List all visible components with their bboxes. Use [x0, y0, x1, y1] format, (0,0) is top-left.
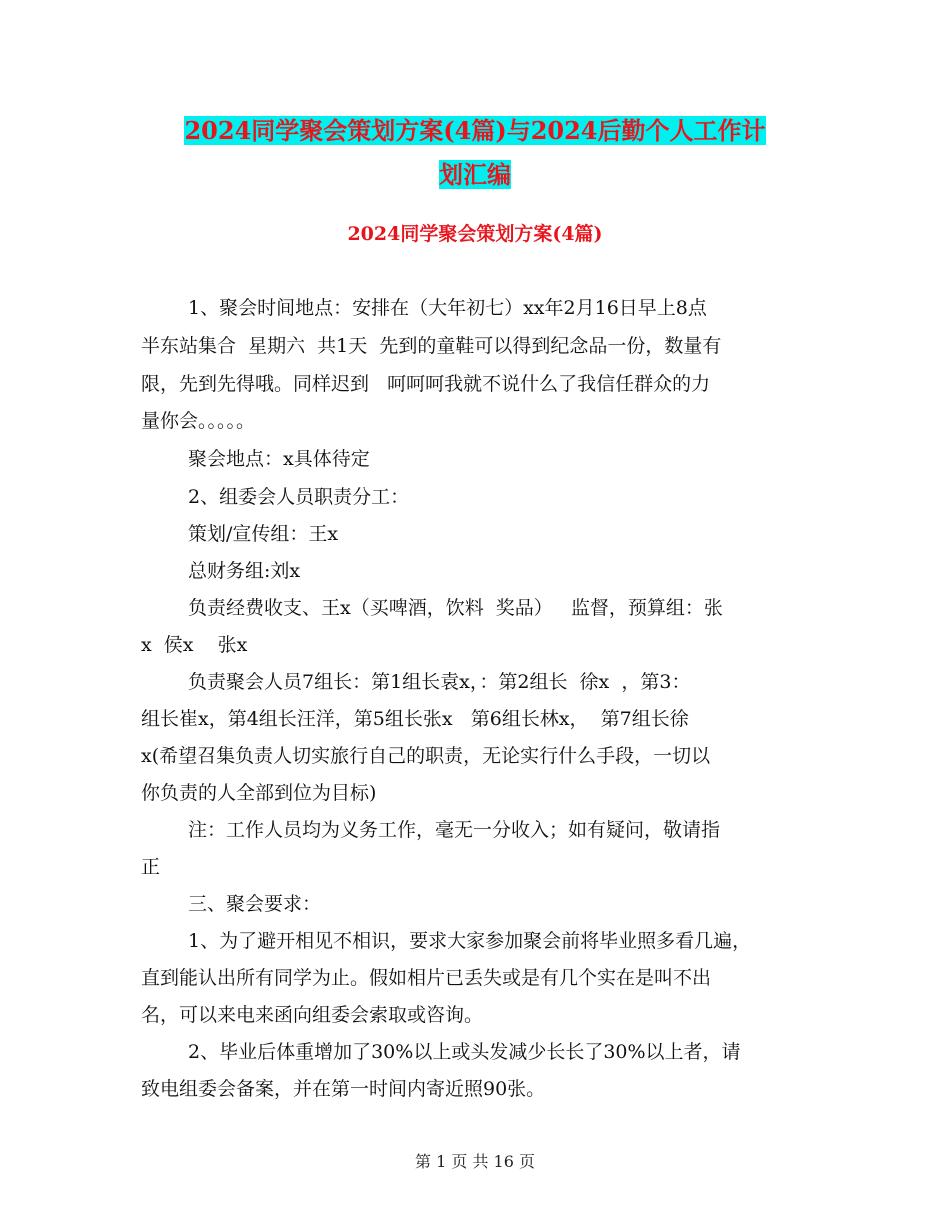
body-line: 直到能认出所有同学为止。假如相片已丢失或是有几个实在是叫不出: [141, 967, 712, 989]
body-line: x(希望召集负责人切实旅行自己的职责，无论实行什么手段，一切以: [141, 745, 711, 767]
body-line: 正: [141, 856, 161, 878]
body-line: 1、为了避开相见不相识，要求大家参加聚会前将毕业照多看几遍，: [188, 930, 752, 952]
body-line: 你负责的人全部到位为目标): [141, 782, 377, 804]
body-line: 量你会。。。。。: [141, 410, 256, 432]
body-line: 1、聚会时间地点：安排在（大年初七）xx年2月16日早上8点: [188, 297, 707, 319]
document-title-line-2: [0, 154, 950, 196]
body-line: 2、组委会人员职责分工：: [188, 486, 410, 508]
body-line: 限，先到先得哦。同样迟到 呵呵呵我就不说什么了我信任群众的力: [141, 373, 711, 395]
body-line: 聚会地点：x具体待定: [188, 448, 370, 470]
title-highlight: 2024同学聚会策划方案(4篇)与2024后勤个人工作计: [184, 116, 766, 145]
document-title-line-1: [0, 110, 950, 152]
body-line: 策划/宣传组：王x: [188, 523, 339, 545]
body-line: 注：工作人员均为义务工作，毫无一分收入；如有疑问，敬请指: [188, 819, 721, 841]
body-line: 负责聚会人员7组长：第1组长袁x，：第2组长 徐x ，第3：: [188, 671, 691, 693]
body-line: 半东站集合 星期六 共1天 先到的童鞋可以得到纪念品一份，数量有: [141, 335, 722, 357]
body-line: 总财务组:刘x: [188, 560, 301, 582]
page-footer: 第 1 页 共 16 页: [415, 1152, 535, 1171]
body-line: 名，可以来电来函向组委会索取或咨询。: [141, 1004, 484, 1026]
body-line: 组长崔x，第4组长汪洋，第5组长张x 第6组长林x， 第7组长徐: [141, 708, 689, 730]
title-highlight: 划汇编: [439, 160, 511, 189]
body-line: 致电组委会备案，并在第一时间内寄近照90张。: [141, 1078, 546, 1100]
body-line: 三、聚会要求：: [188, 893, 322, 915]
body-line: 2、毕业后体重增加了30%以上或头发减少长长了30%以上者，请: [188, 1041, 741, 1063]
body-line: x 侯x 张x: [141, 634, 248, 656]
body-line: 负责经费收支、王x（买啤酒，饮料 奖品） 监督，预算组：张: [188, 597, 723, 619]
section-title: 2024同学聚会策划方案(4篇): [347, 223, 603, 245]
